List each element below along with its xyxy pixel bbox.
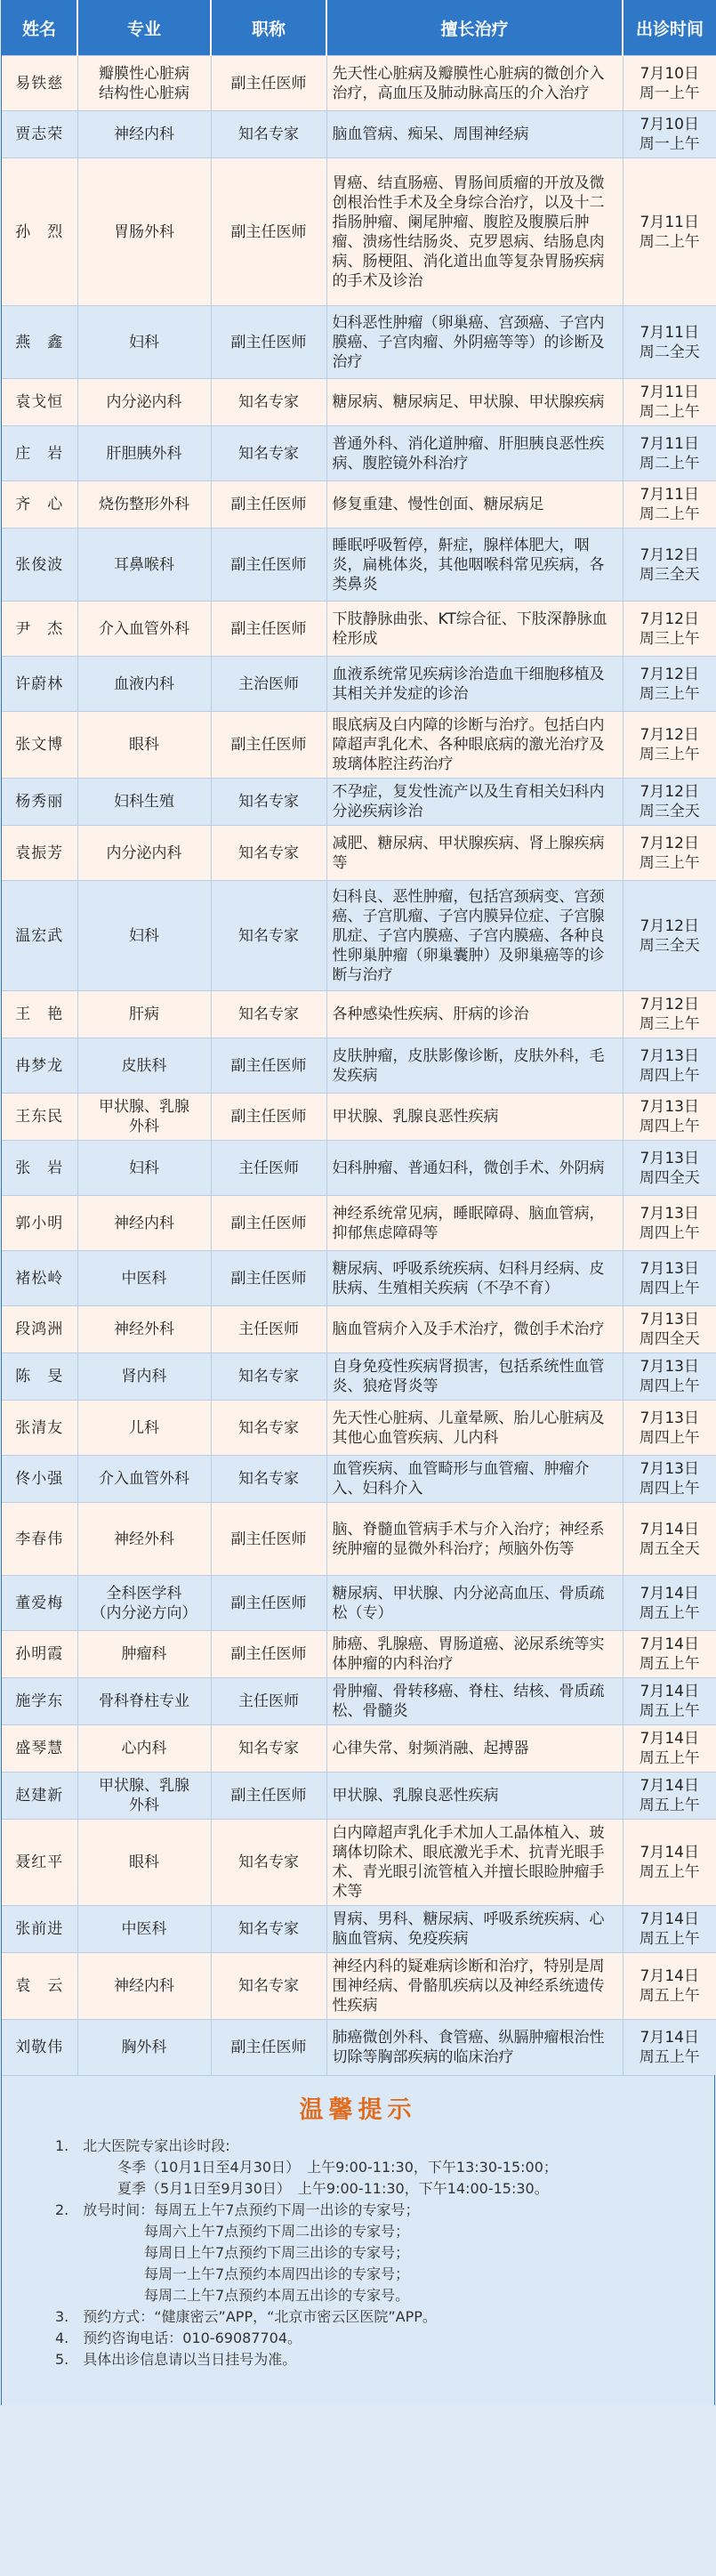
department-cell: 甲状腺、乳腺 外科 bbox=[77, 1773, 211, 1820]
name-cell: 褚松岭 bbox=[2, 1251, 77, 1306]
title-cell: 主任医师 bbox=[211, 1306, 326, 1353]
name-cell: 张前进 bbox=[2, 1906, 77, 1953]
department-cell: 中医科 bbox=[77, 1906, 211, 1953]
name-cell: 张俊波 bbox=[2, 529, 77, 602]
time-cell: 7月14日 周五上午 bbox=[623, 1820, 716, 1906]
time-cell: 7月13日 周四上午 bbox=[623, 1196, 716, 1251]
department-cell: 骨科脊柱专业 bbox=[77, 1678, 211, 1725]
department-cell: 肝病 bbox=[77, 991, 211, 1038]
title-cell: 副主任医师 bbox=[211, 712, 326, 779]
table-row bbox=[2, 1141, 716, 1196]
name-cell: 施学东 bbox=[2, 1678, 77, 1725]
table-row bbox=[2, 1251, 716, 1306]
schedule-sheet bbox=[1, 0, 715, 2405]
department-cell: 甲状腺、乳腺 外科 bbox=[77, 1094, 211, 1141]
title-cell: 副主任医师 bbox=[211, 2020, 326, 2075]
table-row bbox=[2, 1038, 716, 1094]
name-cell: 温宏武 bbox=[2, 881, 77, 991]
table-row bbox=[2, 881, 716, 991]
title-cell: 知名专家 bbox=[211, 111, 326, 158]
table-header-row bbox=[2, 0, 716, 56]
specialty-cell: 糖尿病、呼吸系统疾病、妇科月经病、皮肤病、生殖相关疾病（不孕不育） bbox=[326, 1251, 623, 1306]
time-cell: 7月14日 周五上午 bbox=[623, 1725, 716, 1773]
name-cell: 陈 旻 bbox=[2, 1353, 77, 1401]
specialty-cell: 妇科恶性肿瘤（卵巢癌、宫颈癌、子宫内膜癌、子宫肉瘤、外阴癌等等）的诊断及治疗 bbox=[326, 306, 623, 379]
department-cell: 妇科生殖 bbox=[77, 779, 211, 826]
table-row bbox=[2, 529, 716, 602]
time-cell: 7月12日 周三全天 bbox=[623, 529, 716, 602]
title-cell: 副主任医师 bbox=[211, 481, 326, 529]
name-cell: 张文博 bbox=[2, 712, 77, 779]
header-title: 职称 bbox=[211, 0, 326, 56]
department-cell: 耳鼻喉科 bbox=[77, 529, 211, 602]
table-row bbox=[2, 779, 716, 826]
specialty-cell: 胃病、男科、糖尿病、呼吸系统疾病、心脑血管病、免疫疾病 bbox=[326, 1906, 623, 1953]
department-cell: 神经外科 bbox=[77, 1306, 211, 1353]
name-cell: 佟小强 bbox=[2, 1456, 77, 1503]
time-cell: 7月13日 周四上午 bbox=[623, 1353, 716, 1401]
title-cell: 副主任医师 bbox=[211, 1503, 326, 1576]
table-row bbox=[2, 1953, 716, 2020]
title-cell: 副主任医师 bbox=[211, 602, 326, 657]
department-cell: 肾内科 bbox=[77, 1353, 211, 1401]
time-cell: 7月13日 周四全天 bbox=[623, 1141, 716, 1196]
specialty-cell: 自身免疫性疾病肾损害，包括系统性血管炎、狼疮肾炎等 bbox=[326, 1353, 623, 1401]
specialty-cell: 各种感染性疾病、肝病的诊治 bbox=[326, 991, 623, 1038]
title-cell: 知名专家 bbox=[211, 1725, 326, 1773]
title-cell: 副主任医师 bbox=[211, 306, 326, 379]
table-row bbox=[2, 1401, 716, 1456]
time-cell: 7月11日 周二上午 bbox=[623, 158, 716, 306]
name-cell: 孙 烈 bbox=[2, 158, 77, 306]
title-cell: 副主任医师 bbox=[211, 1196, 326, 1251]
specialty-cell: 先天性心脏病及瓣膜性心脏病的微创介入治疗，高血压及肺动脉高压的介入治疗 bbox=[326, 56, 623, 111]
time-cell: 7月13日 周四上午 bbox=[623, 1094, 716, 1141]
title-cell: 主任医师 bbox=[211, 1678, 326, 1725]
department-cell: 神经内科 bbox=[77, 1953, 211, 2020]
department-cell: 内分泌内科 bbox=[77, 379, 211, 426]
time-cell: 7月14日 周五上午 bbox=[623, 1953, 716, 2020]
specialty-cell: 先天性心脏病、儿童晕厥、胎儿心脏病及其他心血管疾病、儿内科 bbox=[326, 1401, 623, 1456]
table-row bbox=[2, 158, 716, 306]
department-cell: 胸外科 bbox=[77, 2020, 211, 2075]
title-cell: 知名专家 bbox=[211, 1456, 326, 1503]
specialty-cell: 骨肿瘤、骨转移癌、脊柱、结核、骨质疏松、骨髓炎 bbox=[326, 1678, 623, 1725]
specialty-cell: 普通外科、消化道肿瘤、肝胆胰良恶性疾病、腹腔镜外科治疗 bbox=[326, 426, 623, 481]
tips-section bbox=[2, 2075, 714, 2405]
tip-release-1: 每周六上午7点预约下周二出诊的专家号； bbox=[144, 2222, 410, 2240]
table-row bbox=[2, 1820, 716, 1906]
name-cell: 孙明霞 bbox=[2, 1631, 77, 1678]
specialty-cell: 甲状腺、乳腺良恶性疾病 bbox=[326, 1094, 623, 1141]
department-cell: 血液内科 bbox=[77, 657, 211, 712]
tip-release-4: 每周二上午7点预约本周五出诊的专家号。 bbox=[144, 2286, 410, 2304]
title-cell: 知名专家 bbox=[211, 991, 326, 1038]
specialty-cell: 甲状腺、乳腺良恶性疾病 bbox=[326, 1773, 623, 1820]
specialty-cell: 修复重建、慢性创面、糖尿病足 bbox=[326, 481, 623, 529]
tip-winter-hours: 冬季（10月1日至4月30日） 上午9:00-11:30，下午13:30-15:00； bbox=[117, 2158, 558, 2176]
table-row bbox=[2, 712, 716, 779]
name-cell: 燕 鑫 bbox=[2, 306, 77, 379]
title-cell: 副主任医师 bbox=[211, 158, 326, 306]
title-cell: 知名专家 bbox=[211, 426, 326, 481]
time-cell: 7月13日 周四上午 bbox=[623, 1401, 716, 1456]
specialty-cell: 妇科肿瘤、普通妇科，微创手术、外阴病 bbox=[326, 1141, 623, 1196]
table-row bbox=[2, 1196, 716, 1251]
table-row bbox=[2, 481, 716, 529]
header-specialty: 擅长治疗 bbox=[326, 0, 623, 56]
department-cell: 全科医学科 （内分泌方向） bbox=[77, 1576, 211, 1631]
specialty-cell: 胃癌、结直肠癌、胃肠间质瘤的开放及微创根治性手术及全身综合治疗，以及十二指肠肿瘤、阑尾肿瘤、腹腔及腹膜后肿瘤、溃疡性结肠炎、克罗恩病、结肠息肉病、肠梗阻、消化道出血等复杂胃肠疾病的手术及诊治 bbox=[326, 158, 623, 306]
time-cell: 7月12日 周三全天 bbox=[623, 779, 716, 826]
department-cell: 中医科 bbox=[77, 1251, 211, 1306]
title-cell: 知名专家 bbox=[211, 1906, 326, 1953]
department-cell: 烧伤整形外科 bbox=[77, 481, 211, 529]
department-cell: 内分泌内科 bbox=[77, 826, 211, 881]
table-row bbox=[2, 1094, 716, 1141]
title-cell: 知名专家 bbox=[211, 379, 326, 426]
name-cell: 王东民 bbox=[2, 1094, 77, 1141]
specialty-cell: 血管疾病、血管畸形与血管瘤、肿瘤介入、妇科介入 bbox=[326, 1456, 623, 1503]
department-cell: 妇科 bbox=[77, 881, 211, 991]
time-cell: 7月14日 周五上午 bbox=[623, 1631, 716, 1678]
table-row bbox=[2, 826, 716, 881]
name-cell: 张 岩 bbox=[2, 1141, 77, 1196]
title-cell: 知名专家 bbox=[211, 779, 326, 826]
time-cell: 7月12日 周三上午 bbox=[623, 991, 716, 1038]
time-cell: 7月14日 周五上午 bbox=[623, 1773, 716, 1820]
name-cell: 张清友 bbox=[2, 1401, 77, 1456]
table-row bbox=[2, 306, 716, 379]
table-row bbox=[2, 1678, 716, 1725]
department-cell: 神经内科 bbox=[77, 111, 211, 158]
time-cell: 7月12日 周三上午 bbox=[623, 602, 716, 657]
specialty-cell: 皮肤肿瘤，皮肤影像诊断，皮肤外科，毛发疾病 bbox=[326, 1038, 623, 1094]
title-cell: 副主任医师 bbox=[211, 1251, 326, 1306]
table-body bbox=[2, 56, 716, 2075]
expert-schedule-table bbox=[2, 0, 716, 2075]
name-cell: 刘敬伟 bbox=[2, 2020, 77, 2075]
name-cell: 许蔚林 bbox=[2, 657, 77, 712]
department-cell: 神经外科 bbox=[77, 1503, 211, 1576]
department-cell: 介入血管外科 bbox=[77, 602, 211, 657]
tip-release-2: 每周日上午7点预约下周三出诊的专家号； bbox=[144, 2243, 410, 2261]
table-row bbox=[2, 111, 716, 158]
department-cell: 眼科 bbox=[77, 712, 211, 779]
title-cell: 主任医师 bbox=[211, 1141, 326, 1196]
name-cell: 赵建新 bbox=[2, 1773, 77, 1820]
table-row bbox=[2, 991, 716, 1038]
table-row bbox=[2, 657, 716, 712]
table-row bbox=[2, 426, 716, 481]
name-cell: 袁戈恒 bbox=[2, 379, 77, 426]
time-cell: 7月14日 周五上午 bbox=[623, 2020, 716, 2075]
department-cell: 瓣膜性心脏病 结构性心脏病 bbox=[77, 56, 211, 111]
time-cell: 7月11日 周二上午 bbox=[623, 426, 716, 481]
time-cell: 7月13日 周四上午 bbox=[623, 1038, 716, 1094]
table-row bbox=[2, 1631, 716, 1678]
name-cell: 董爱梅 bbox=[2, 1576, 77, 1631]
name-cell: 易铁慈 bbox=[2, 56, 77, 111]
specialty-cell: 下肢静脉曲张、KT综合征、下肢深静脉血栓形成 bbox=[326, 602, 623, 657]
name-cell: 袁振芳 bbox=[2, 826, 77, 881]
name-cell: 杨秀丽 bbox=[2, 779, 77, 826]
title-cell: 副主任医师 bbox=[211, 1631, 326, 1678]
title-cell: 副主任医师 bbox=[211, 1576, 326, 1631]
table-row bbox=[2, 1576, 716, 1631]
header-department: 专业 bbox=[77, 0, 211, 56]
time-cell: 7月13日 周四上午 bbox=[623, 1251, 716, 1306]
table-row bbox=[2, 2020, 716, 2075]
specialty-cell: 心律失常、射频消融、起搏器 bbox=[326, 1725, 623, 1773]
department-cell: 皮肤科 bbox=[77, 1038, 211, 1094]
tip-release-3: 每周一上午7点预约本周四出诊的专家号； bbox=[144, 2265, 410, 2282]
tips-title: 温馨提示 bbox=[299, 2096, 417, 2124]
specialty-cell: 妇科良、恶性肿瘤，包括宫颈病变、宫颈癌、子宫肌瘤、子宫内膜异位症、子宫腺肌症、子宫内膜癌、子宫内膜癌、各种良性卵巢肿瘤（卵巢囊肿）及卵巢癌等的诊断与治疗 bbox=[326, 881, 623, 991]
time-cell: 7月11日 周二上午 bbox=[623, 379, 716, 426]
specialty-cell: 血液系统常见疾病诊治造血干细胞移植及其相关并发症的诊治 bbox=[326, 657, 623, 712]
name-cell: 段鸿洲 bbox=[2, 1306, 77, 1353]
table-row bbox=[2, 1353, 716, 1401]
title-cell: 知名专家 bbox=[211, 1820, 326, 1906]
time-cell: 7月14日 周五上午 bbox=[623, 1678, 716, 1725]
table-row bbox=[2, 56, 716, 111]
table-row bbox=[2, 1456, 716, 1503]
time-cell: 7月14日 周五上午 bbox=[623, 1906, 716, 1953]
title-cell: 知名专家 bbox=[211, 1953, 326, 2020]
specialty-cell: 白内障超声乳化手术加人工晶体植入、玻璃体切除术、眼底激光手术、抗青光眼手术、青光眼引流管植入并擅长眼睑肿瘤手术等 bbox=[326, 1820, 623, 1906]
specialty-cell: 肺癌、乳腺癌、胃肠道癌、泌尿系统等实体肿瘤的内科治疗 bbox=[326, 1631, 623, 1678]
specialty-cell: 肺癌微创外科、食管癌、纵膈肿瘤根治性切除等胸部疾病的临床治疗 bbox=[326, 2020, 623, 2075]
title-cell: 知名专家 bbox=[211, 881, 326, 991]
header-name: 姓名 bbox=[2, 0, 77, 56]
department-cell: 眼科 bbox=[77, 1820, 211, 1906]
time-cell: 7月10日 周一上午 bbox=[623, 111, 716, 158]
table-row bbox=[2, 1906, 716, 1953]
department-cell: 肿瘤科 bbox=[77, 1631, 211, 1678]
tip-summer-hours: 夏季（5月1日至9月30日） 上午9:00-11:30，下午14:00-15:30。 bbox=[117, 2179, 549, 2197]
name-cell: 尹 杰 bbox=[2, 602, 77, 657]
department-cell: 妇科 bbox=[77, 306, 211, 379]
time-cell: 7月11日 周二上午 bbox=[623, 481, 716, 529]
time-cell: 7月12日 周三上午 bbox=[623, 657, 716, 712]
department-cell: 神经内科 bbox=[77, 1196, 211, 1251]
time-cell: 7月13日 周四全天 bbox=[623, 1306, 716, 1353]
time-cell: 7月11日 周二全天 bbox=[623, 306, 716, 379]
time-cell: 7月14日 周五上午 bbox=[623, 1576, 716, 1631]
department-cell: 妇科 bbox=[77, 1141, 211, 1196]
name-cell: 郭小明 bbox=[2, 1196, 77, 1251]
table-row bbox=[2, 1306, 716, 1353]
specialty-cell: 脑血管病、痴呆、周围神经病 bbox=[326, 111, 623, 158]
specialty-cell: 减肥、糖尿病、甲状腺疾病、肾上腺疾病等 bbox=[326, 826, 623, 881]
tip-item-4: 4. 预约咨询电话：010-69087704。 bbox=[55, 2329, 302, 2346]
name-cell: 王 艳 bbox=[2, 991, 77, 1038]
time-cell: 7月13日 周四上午 bbox=[623, 1456, 716, 1503]
time-cell: 7月12日 周三上午 bbox=[623, 826, 716, 881]
specialty-cell: 脑血管病介入及手术治疗，微创手术治疗 bbox=[326, 1306, 623, 1353]
time-cell: 7月12日 周三全天 bbox=[623, 881, 716, 991]
name-cell: 冉梦龙 bbox=[2, 1038, 77, 1094]
name-cell: 贾志荣 bbox=[2, 111, 77, 158]
specialty-cell: 睡眠呼吸暂停，鼾症，腺样体肥大，咽炎，扁桃体炎，其他咽喉科常见疾病，各类鼻炎 bbox=[326, 529, 623, 602]
department-cell: 胃肠外科 bbox=[77, 158, 211, 306]
name-cell: 李春伟 bbox=[2, 1503, 77, 1576]
table-row bbox=[2, 379, 716, 426]
department-cell: 介入血管外科 bbox=[77, 1456, 211, 1503]
title-cell: 副主任医师 bbox=[211, 1038, 326, 1094]
specialty-cell: 神经内科的疑难病诊断和治疗，特别是周围神经病、骨骼肌疾病以及神经系统遗传性疾病 bbox=[326, 1953, 623, 2020]
specialty-cell: 脑、脊髓血管病手术与介入治疗；神经系统肿瘤的显微外科治疗；颅脑外伤等 bbox=[326, 1503, 623, 1576]
name-cell: 袁 云 bbox=[2, 1953, 77, 2020]
table-row bbox=[2, 1503, 716, 1576]
department-cell: 心内科 bbox=[77, 1725, 211, 1773]
title-cell: 知名专家 bbox=[211, 826, 326, 881]
department-cell: 肝胆胰外科 bbox=[77, 426, 211, 481]
specialty-cell: 眼底病及白内障的诊断与治疗。包括白内障超声乳化术、各种眼底病的激光治疗及玻璃体腔注药治疗 bbox=[326, 712, 623, 779]
title-cell: 副主任医师 bbox=[211, 1094, 326, 1141]
header-time: 出诊时间 bbox=[623, 0, 716, 56]
time-cell: 7月14日 周五全天 bbox=[623, 1503, 716, 1576]
time-cell: 7月10日 周一上午 bbox=[623, 56, 716, 111]
title-cell: 副主任医师 bbox=[211, 529, 326, 602]
name-cell: 盛琴慧 bbox=[2, 1725, 77, 1773]
title-cell: 知名专家 bbox=[211, 1353, 326, 1401]
specialty-cell: 糖尿病、甲状腺、内分泌高血压、骨质疏松（专） bbox=[326, 1576, 623, 1631]
table-row bbox=[2, 602, 716, 657]
title-cell: 副主任医师 bbox=[211, 56, 326, 111]
name-cell: 庄 岩 bbox=[2, 426, 77, 481]
title-cell: 主治医师 bbox=[211, 657, 326, 712]
time-cell: 7月12日 周三上午 bbox=[623, 712, 716, 779]
table-row bbox=[2, 1773, 716, 1820]
specialty-cell: 不孕症，复发性流产以及生育相关妇科内分泌疾病诊治 bbox=[326, 779, 623, 826]
tip-item-3: 3. 预约方式：“健康密云”APP，“北京市密云区医院”APP。 bbox=[55, 2307, 437, 2325]
title-cell: 副主任医师 bbox=[211, 1773, 326, 1820]
name-cell: 齐 心 bbox=[2, 481, 77, 529]
name-cell: 聂红平 bbox=[2, 1820, 77, 1906]
specialty-cell: 糖尿病、糖尿病足、甲状腺、甲状腺疾病 bbox=[326, 379, 623, 426]
tip-item-1: 1. 北大医院专家出诊时段: bbox=[55, 2136, 230, 2154]
tip-item-2: 2. 放号时间：每周五上午7点预约下周一出诊的专家号； bbox=[55, 2201, 420, 2218]
tip-item-5: 5. 具体出诊信息请以当日挂号为准。 bbox=[55, 2350, 297, 2368]
table-row bbox=[2, 1725, 716, 1773]
specialty-cell: 神经系统常见病，睡眠障碍、脑血管病，抑郁焦虑障碍等 bbox=[326, 1196, 623, 1251]
title-cell: 知名专家 bbox=[211, 1401, 326, 1456]
department-cell: 儿科 bbox=[77, 1401, 211, 1456]
